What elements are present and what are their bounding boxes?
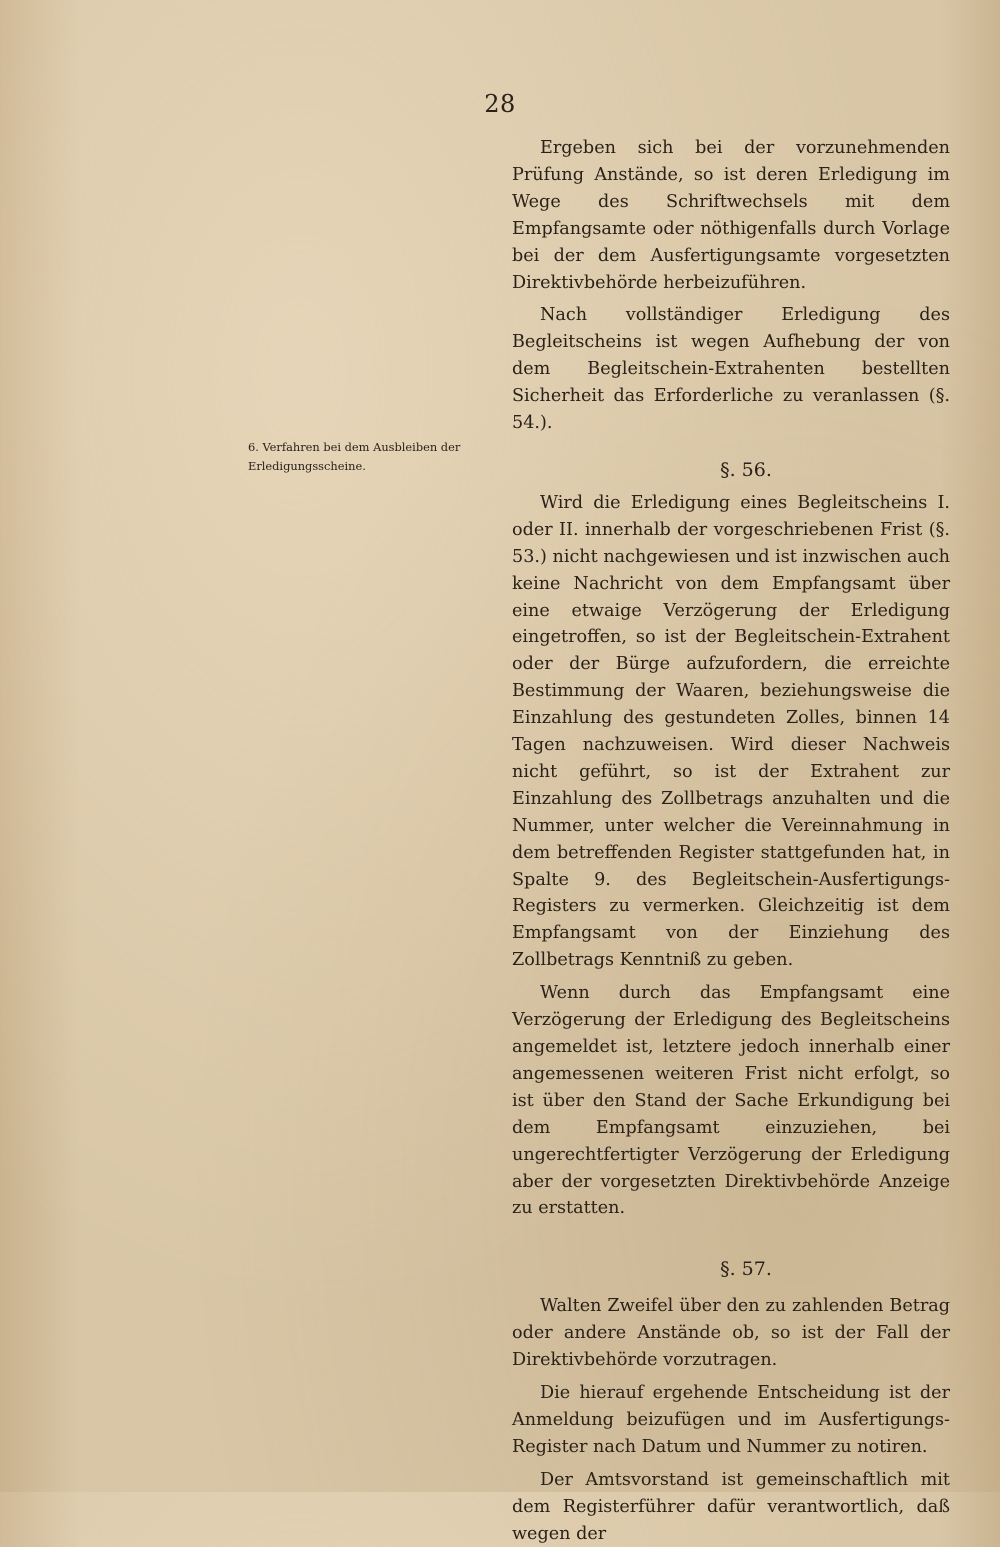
main-text-column — [512, 135, 950, 1547]
margin-note: 6. Verfahren bei dem Ausbleiben der Erledigungsscheine. — [248, 440, 461, 473]
paragraph: Walten Zweifel über den zu zahlenden Betrag oder andere Anstände ob, so ist der Fall der Direktivbehörde vorzutragen. — [512, 1296, 950, 1371]
paragraph: Der Amtsvorstand ist gemeinschaftlich mit dem Registerführer dafür verantwortlich, daß wegen der — [512, 1469, 950, 1544]
paragraph: Nach vollständiger Erledigung des Begleitscheins ist wegen Aufhebung der von dem Begleitschein-Extrahenten bestellten Sicherheit das Erforderliche zu veranlassen (§. 54.). — [512, 305, 950, 434]
section-heading-57: §. 57. — [720, 1258, 772, 1281]
paragraph: Ergeben sich bei der vorzunehmenden Prüfung Anstände, so ist deren Erledigung im Wege des Schriftwechsels mit dem Empfangsamte oder nöthigenfalls durch Vorlage bei der dem Ausfertigungsamte vorgesetzten Direktivbehörde herbeizuführen. — [512, 138, 950, 293]
page-number: 28 — [484, 90, 516, 118]
section-heading-56: §. 56. — [720, 458, 772, 481]
paragraph: Wenn durch das Empfangsamt eine Verzögerung der Erledigung des Begleitscheins angemeldet ist, letztere jedoch innerhalb einer angemessenen weiteren Frist nicht erfolgt, so ist über den Stand der Sache Erkundigung bei dem Empfangsamt einzuziehen, bei ungerechtfertigter Verzögerung der Erledigung aber der vorgesetzten Direktivbehörde Anzeige zu erstatten. — [512, 983, 950, 1219]
paragraph: Die hierauf ergehende Entscheidung ist der Anmeldung beizufügen und im Ausfertigungs-Register nach Datum und Nummer zu notiren. — [512, 1382, 950, 1457]
paragraph: Wird die Erledigung eines Begleitscheins I. oder II. innerhalb der vorgeschriebenen Frist (§. 53.) nicht nachgewiesen und ist inzwischen auch keine Nachricht von dem Empfangsamt über eine etwaige Verzögerung der Erledigung eingetroffen, so ist der Begleitschein-Extrahent oder der Bürge aufzufordern, die erreichte Bestimmung der Waaren, beziehungsweise die Einzahlung des gestundeten Zolles, binnen 14 Tagen nachzuweisen. Wird dieser Nachweis nicht geführt, so ist der Extrahent zur Einzahlung des Zollbetrags anzuhalten und die Nummer, unter welcher die Vereinnahmung in dem betreffenden Register stattgefunden hat, in Spalte 9. des Begleitschein-Ausfertigungs-Registers zu vermerken. Gleichzeitig ist dem Empfangsamt von der Einziehung des Zollbetrags Kenntniß zu geben. — [512, 492, 950, 971]
